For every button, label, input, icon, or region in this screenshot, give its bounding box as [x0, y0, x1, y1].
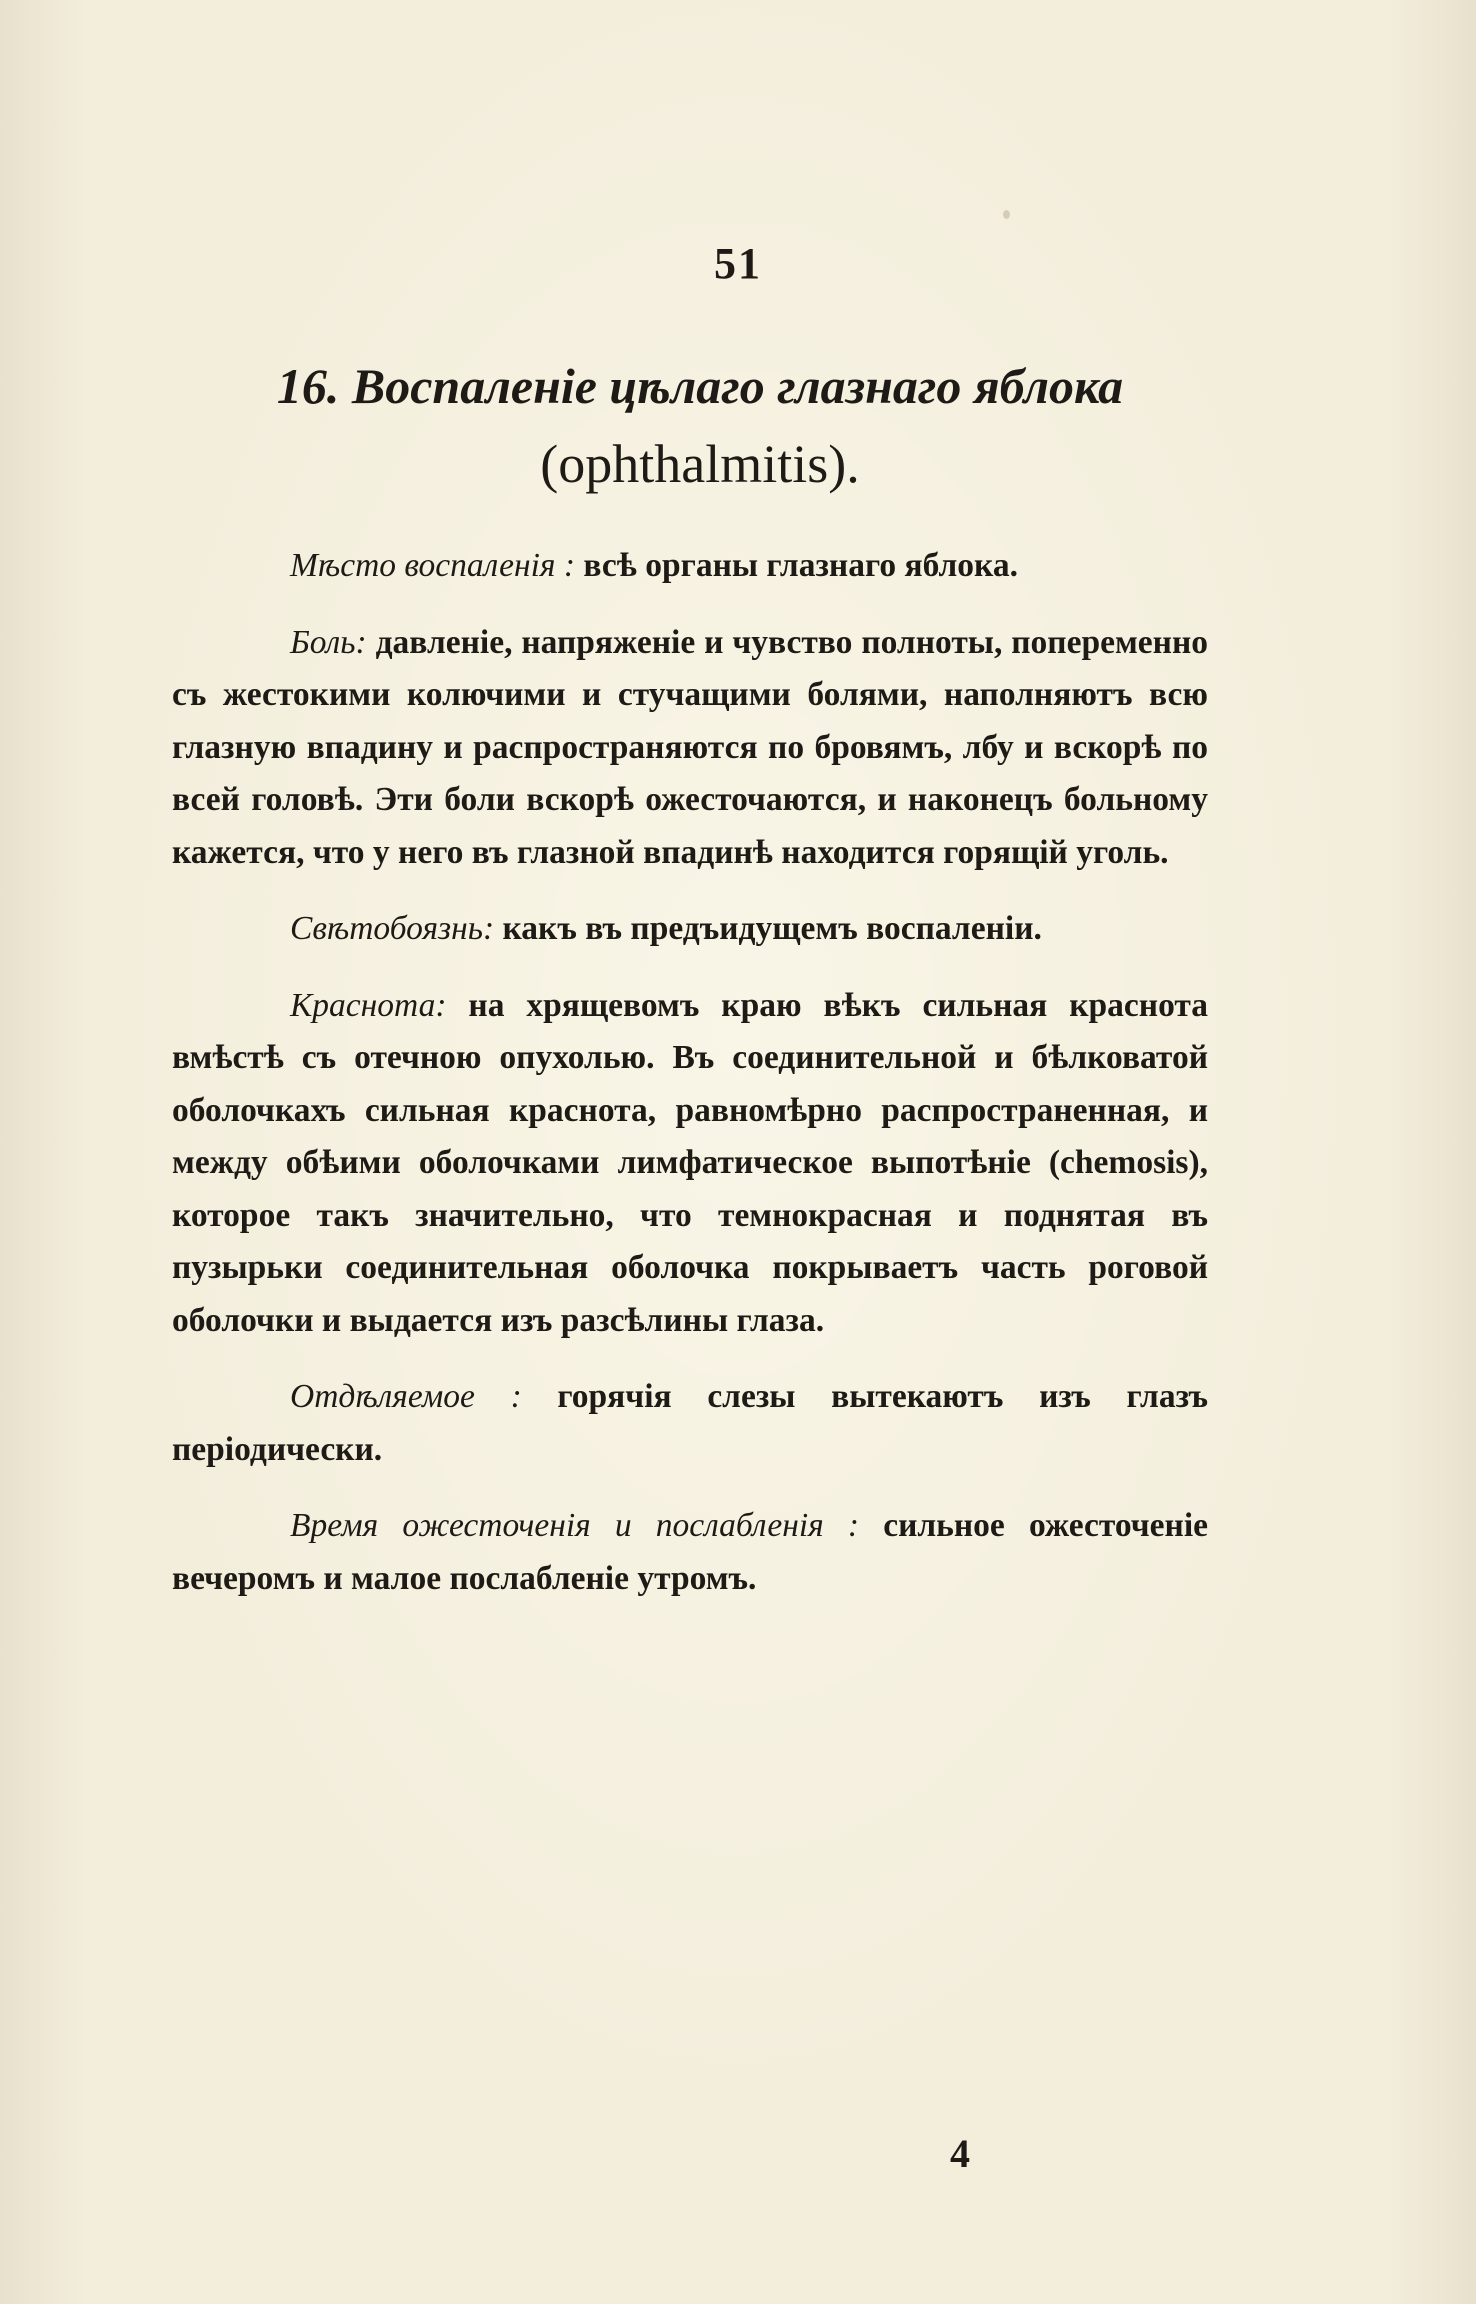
- paragraph-pain: [172, 617, 1208, 880]
- paragraph-text: давленіе, напряженіе и чувство полноты, попеременно съ жестокими колючими и стучащими болями, наполняютъ всю глазную впадину и распространяются по бровямъ, лбу и вскорѣ по всей головѣ. Эти боли вскорѣ ожесточаются, и наконецъ больному кажется, что у него въ глазной впадинѣ находится горящій уголь.: [172, 623, 1208, 871]
- paragraph-discharge: [172, 1371, 1208, 1476]
- paragraph-text: какъ въ предъидущемъ воспаленіи.: [502, 910, 1042, 947]
- paragraph-label: Отдѣляемое :: [290, 1378, 522, 1415]
- ink-speck: [1003, 210, 1010, 219]
- paragraph-text: всѣ органы глазнаго яблока.: [583, 547, 1018, 584]
- section-heading: [170, 352, 1230, 504]
- page-number: 51: [714, 239, 762, 288]
- heading-number: 16.: [276, 358, 340, 414]
- paragraph-redness: [172, 980, 1208, 1348]
- paragraph-label: Краснота:: [290, 986, 447, 1024]
- paragraph-photophobia: [172, 903, 1208, 956]
- paragraph-label: Свѣтобоязнь:: [290, 910, 495, 947]
- paragraph-text: сильное ожесточеніе вечеромъ и малое послабленіе утромъ.: [172, 1507, 1209, 1597]
- paragraph-label: Боль:: [290, 623, 367, 661]
- heading-title: Воспаленіе цѣлаго глазнаго яблока: [351, 358, 1124, 414]
- heading-title-line: [170, 352, 1230, 420]
- paragraph-text: на хрящевомъ краю вѣкъ сильная краснота вмѣстѣ съ отечною опухолью. Въ соединительной и бѣлковатой оболочкахъ сильная краснота, равномѣрно распространенная, и между обѣими оболочками лимфатическое выпотѣніе (chemosis), которое такъ значительно, что темнокрасная и поднятая въ пузырьки соединительная оболочка покрываетъ часть роговой оболочки и выдается изъ разсѣлины глаза.: [172, 986, 1208, 1339]
- heading-latin: (ophthalmitis).: [540, 434, 860, 494]
- paragraph-label: Время ожесточенія и послабленія :: [290, 1507, 860, 1544]
- paragraph-text: горячія слезы вытекаютъ изъ глазъ періодически.: [172, 1378, 1208, 1468]
- signature-mark: 4: [950, 2131, 970, 2176]
- paragraph-exacerbation: [172, 1500, 1208, 1605]
- paragraph-location: [172, 540, 1208, 593]
- body-text: [172, 540, 1208, 1629]
- paragraph-label: Мѣсто воспаленія :: [290, 547, 575, 584]
